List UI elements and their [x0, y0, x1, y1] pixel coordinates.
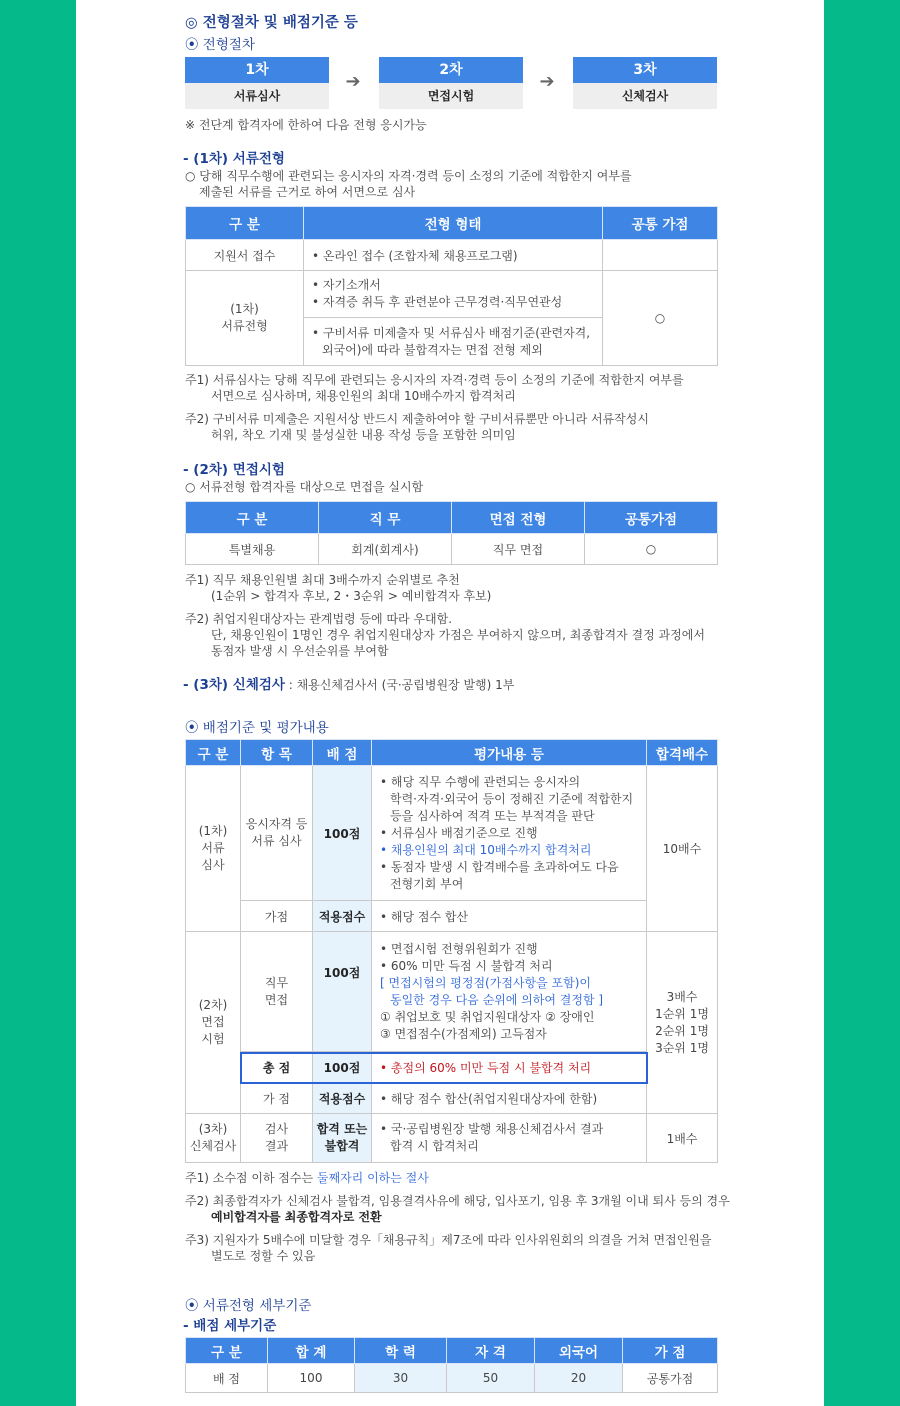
table-cell: 회계(회계사)	[319, 534, 452, 565]
cell-line: (1차)	[198, 824, 228, 838]
table-cell	[304, 271, 603, 318]
step-1-name: 서류심사	[185, 83, 329, 109]
total-score-highlight	[240, 1052, 648, 1084]
table-cell: • 총점의 60% 미만 득점 시 불합격 처리	[372, 1052, 647, 1083]
table-header: 배 점	[313, 740, 372, 766]
table-cell	[372, 766, 647, 901]
cell-line: 1순위 1명	[655, 1006, 709, 1021]
cell-line: • 60% 미만 득점 시 불합격 처리	[380, 958, 553, 973]
cell-line: 면접	[264, 992, 289, 1007]
doc-screening-table	[185, 206, 718, 366]
doc-screening-title: - (1차) 서류전형	[183, 151, 285, 167]
cell-line: 응시자격 등	[245, 817, 308, 831]
table-cell: 100점	[313, 932, 372, 1052]
table-header: 구 분	[186, 502, 319, 534]
scoring-table	[185, 739, 718, 1163]
procedure-title: ⦿ 전형절차	[185, 37, 255, 53]
arrow-right-icon: ➔	[539, 71, 555, 92]
cell-line: 2순위 1명	[655, 1023, 709, 1038]
interview-note-2c: 동점자 발생 시 우선순위를 부여함	[211, 644, 389, 658]
cell-line: 서류전형	[221, 319, 268, 333]
table-cell: 적용점수	[313, 901, 372, 932]
table-cell: ○	[585, 534, 718, 565]
table-header: 구 분	[186, 740, 241, 766]
cell-line: 면접	[201, 1015, 225, 1029]
note-text: 주1) 소수점 이하 점수는	[185, 1171, 317, 1185]
table-header: 자 격	[447, 1338, 535, 1364]
step-2-name: 면접시험	[379, 83, 523, 109]
table-cell: 100점	[313, 1052, 372, 1083]
step-2	[379, 57, 523, 109]
table-cell	[241, 1114, 313, 1163]
cell-line: 불합격	[324, 1139, 360, 1153]
cell-line: 서류	[201, 841, 225, 855]
cell-line: 전형기회 부여	[390, 876, 464, 891]
cell-line: (2차)	[198, 998, 228, 1012]
cell-line: 외국어)에 따라 불합격자는 면접 전형 제외	[322, 342, 543, 357]
doc-note-2: 주2) 구비서류 미제출은 지원서상 반드시 제출하여야 할 구비서류뿐만 아니라 서류작성시	[185, 412, 649, 426]
table-header: 구 분	[186, 207, 304, 240]
table-cell: • 해당 점수 합산(취업지원대상자에 한함)	[372, 1083, 647, 1114]
doc-screening-desc-2: 제출된 서류를 근거로 하여 서면으로 심사	[199, 185, 416, 199]
table-cell	[372, 932, 647, 1052]
table-cell: 가점	[241, 901, 313, 932]
cell-line: • 채용인원의 최대 10배수까지 합격처리	[380, 842, 592, 857]
interview-title: - (2차) 면접시험	[183, 462, 285, 478]
physical-title: - (3차) 신체검사	[183, 677, 285, 693]
step-3-name: 신체검사	[573, 83, 717, 109]
table-cell: 배 점	[186, 1364, 268, 1393]
table-cell	[313, 1114, 372, 1163]
table-cell: 직무 면접	[452, 534, 585, 565]
table-cell	[372, 1114, 647, 1163]
interview-table	[185, 501, 718, 565]
cell-line: • 면접시험 전형위원회가 진행	[380, 941, 538, 956]
interview-note-2: 주2) 취업지원대상자는 관계법령 등에 따라 우대함.	[185, 612, 453, 626]
cell-line: 3순위 1명	[655, 1040, 709, 1055]
cell-line: 검사	[264, 1122, 289, 1136]
doc-screening-desc: ○ 당해 직무수행에 관련되는 응시자의 자격·경력 등이 소정의 기준에 적합한지 여부를	[185, 169, 632, 183]
interview-note-1: 주1) 직무 채용인원별 최대 3배수까지 순위별로 추천	[185, 573, 460, 587]
cell-line: ① 취업보호 및 취업지원대상자 ② 장애인	[380, 1009, 595, 1024]
step-3-stage: 3차	[573, 57, 717, 83]
cell-line: • 국·공립병원장 발행 채용신체검사서 결과	[380, 1122, 604, 1136]
interview-note-2b: 단, 채용인원이 1명인 경우 취업지원대상자 가점은 부여하지 않으며, 최종합격자 결정 과정에서	[211, 628, 705, 642]
doc-detail-table	[185, 1337, 718, 1393]
note-highlight: 둘째자리 이하는 절사	[316, 1171, 429, 1185]
step-2-stage: 2차	[379, 57, 523, 83]
doc-note-2b: 허위, 착오 기재 및 불성실한 내용 작성 등을 포함한 의미임	[211, 428, 516, 442]
scoring-note-3: 주3) 지원자가 5배수에 미달할 경우「채용규칙」제7조에 따라 인사위원회의 의결을 거쳐 면접인원을	[185, 1233, 712, 1247]
scoring-note-1	[185, 1170, 429, 1186]
cell-line: • 자격증 취득 후 관련분야 근무경력·직무연관성	[312, 295, 563, 309]
doc-note-1: 주1) 서류심사는 당해 직무에 관련되는 응시자의 자격·경력 등이 소정의 기준에 적합한지 여부를	[185, 373, 684, 387]
table-cell: 10배수	[647, 766, 718, 932]
table-cell	[647, 932, 718, 1114]
table-cell: • 온라인 접수 (조합자체 채용프로그램)	[304, 240, 603, 271]
table-header: 학 력	[355, 1338, 447, 1364]
table-header: 직 무	[319, 502, 452, 534]
table-cell: 100	[268, 1364, 355, 1393]
table-cell: 공통가점	[623, 1364, 718, 1393]
table-cell	[186, 932, 241, 1114]
doc-detail-title: ⦿ 서류전형 세부기준	[185, 1298, 312, 1314]
procedure-note: ※ 전단계 합격자에 한하여 다음 전형 응시가능	[185, 118, 427, 132]
table-cell: 가 점	[241, 1083, 313, 1114]
cell-line: • 해당 직무 수행에 관련되는 응시자의	[380, 774, 581, 789]
cell-line: 합격 또는	[316, 1122, 368, 1136]
cell-line: • 자기소개서	[312, 278, 381, 292]
table-header: 항 목	[241, 740, 313, 766]
table-header: 공통 가점	[603, 207, 718, 240]
step-1-stage: 1차	[185, 57, 329, 83]
step-1	[185, 57, 329, 109]
cell-line: 학력·자격·외국어 등이 정해진 기준에 적합한지	[390, 791, 634, 806]
interview-note-1b: (1순위 > 합격자 후보, 2・3순위 > 예비합격자 후보)	[211, 589, 492, 603]
cell-line: ③ 면접점수(가점제외) 고득점자	[380, 1026, 547, 1041]
table-header: 공통가점	[585, 502, 718, 534]
table-header: 면접 전형	[452, 502, 585, 534]
table-header: 외국어	[535, 1338, 623, 1364]
table-cell: 20	[535, 1364, 623, 1393]
interview-desc: ○ 서류전형 합격자를 대상으로 면접을 실시함	[185, 480, 424, 494]
table-cell: 30	[355, 1364, 447, 1393]
cell-line: 시험	[201, 1032, 225, 1046]
table-cell: 특별채용	[186, 534, 319, 565]
table-cell: 지원서 접수	[186, 240, 304, 271]
scoring-note-2b: 예비합격자를 최종합격자로 전환	[211, 1210, 382, 1224]
table-cell	[241, 932, 313, 1052]
cell-line: • 구비서류 미제출자 및 서류심사 배점기준(관련자격,	[312, 325, 591, 340]
step-3	[573, 57, 717, 109]
table-header: 합 계	[268, 1338, 355, 1364]
table-cell	[186, 271, 304, 366]
cell-line: (3차)	[198, 1122, 228, 1136]
cell-line: 직무	[264, 975, 289, 990]
table-cell: 1배수	[647, 1114, 718, 1163]
table-cell: • 해당 점수 합산	[372, 901, 647, 932]
table-cell: 총 점	[241, 1052, 313, 1083]
physical-desc: : 채용신체검사서 (국·공립병원장 발행) 1부	[284, 678, 515, 692]
cell-line: 등을 심사하여 적격 또는 부적격을 판단	[390, 808, 595, 823]
doc-detail-subtitle: - 배점 세부기준	[183, 1318, 277, 1334]
table-cell	[304, 318, 603, 366]
cell-line: 서류 심사	[251, 834, 302, 848]
table-cell: ○	[603, 271, 718, 366]
table-cell	[186, 1114, 241, 1163]
arrow-right-icon: ➔	[345, 71, 361, 92]
cell-line: 합격 시 합격처리	[390, 1139, 479, 1153]
cell-line: 신체검사	[189, 1139, 237, 1153]
doc-note-1b: 서면으로 심사하며, 채용인원의 최대 10배수까지 합격처리	[211, 389, 516, 403]
scoring-note-2: 주2) 최종합격자가 신체검사 불합격, 임용결격사유에 해당, 입사포기, 임용 후 3개월 이내 퇴사 등의 경우	[185, 1194, 730, 1208]
cell-line: 동일한 경우 다음 순위에 의하여 결정함 ]	[390, 992, 604, 1007]
table-cell	[241, 766, 313, 901]
scoring-title: ⦿ 배점기준 및 평가내용	[185, 720, 329, 736]
table-header: 가 점	[623, 1338, 718, 1364]
table-cell	[603, 240, 718, 271]
cell-line: [ 면접시험의 평정점(가점사항을 포함)이	[380, 975, 591, 990]
table-cell: 100점	[313, 766, 372, 901]
table-cell	[186, 766, 241, 932]
cell-line: (1차)	[230, 302, 259, 316]
cell-line: • 동점자 발생 시 합격배수를 초과하여도 다음	[380, 859, 619, 874]
scoring-note-3b: 별도로 정할 수 있음	[211, 1249, 316, 1263]
cell-line: 3배수	[666, 989, 698, 1004]
cell-line: • 서류심사 배점기준으로 진행	[380, 825, 538, 840]
physical-heading	[183, 673, 514, 693]
table-cell: 적용점수	[313, 1083, 372, 1114]
table-header: 평가내용 등	[372, 740, 647, 766]
table-header: 합격배수	[647, 740, 718, 766]
cell-line: 결과	[264, 1139, 289, 1153]
cell-line: 심사	[201, 858, 225, 872]
table-header: 구 분	[186, 1338, 268, 1364]
table-header: 전형 형태	[304, 207, 603, 240]
section-title: ◎ 전형절차 및 배점기준 등	[185, 15, 358, 31]
table-cell: 50	[447, 1364, 535, 1393]
